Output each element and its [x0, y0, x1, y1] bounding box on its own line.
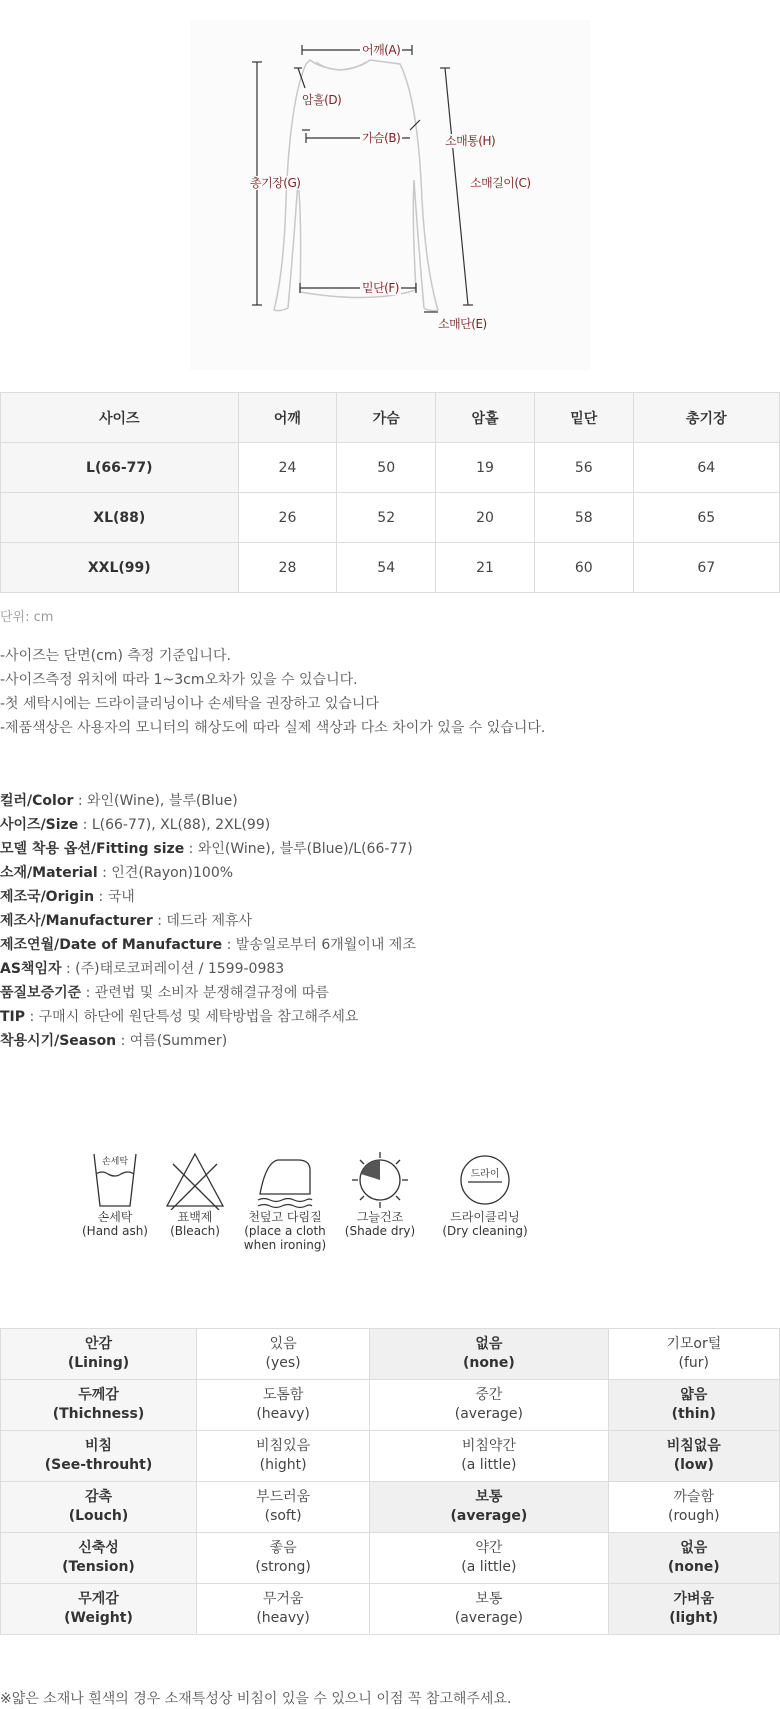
table-cell: 58 [534, 493, 633, 543]
dry-clean-icon-text: 드라이 [470, 1169, 500, 1180]
table-cell: 21 [436, 543, 535, 593]
hand-wash-icon [88, 1150, 142, 1210]
property-option-selected [608, 1584, 779, 1635]
table-cell: 56 [534, 443, 633, 493]
info-line [0, 885, 416, 909]
total-length-label: 총기장(G) [250, 176, 301, 190]
header-cell: 어깨 [238, 393, 337, 443]
hand-wash-icon-text: 손세탁 [101, 1157, 129, 1167]
info-line [0, 933, 416, 957]
property-option-line: (strong) [255, 1559, 311, 1575]
care-bleach [160, 1150, 230, 1238]
property-option-line: (a little) [461, 1457, 517, 1473]
dry-clean-icon [454, 1150, 516, 1210]
info-label: 소재/Material [0, 865, 98, 881]
note-line: -사이즈측정 위치에 따라 1~3cm오차가 있을 수 있습니다. [0, 672, 358, 688]
property-name-cell [1, 1329, 197, 1380]
info-value: : 인견(Rayon)100% [97, 865, 234, 881]
property-option-line: 중간 [475, 1387, 503, 1403]
property-name-line: 비침 [84, 1438, 113, 1454]
info-line [0, 1005, 416, 1029]
size-table-header [1, 393, 780, 443]
property-option-line: (heavy) [256, 1406, 310, 1422]
info-line [0, 1029, 416, 1053]
info-label: 모델 착용 옵션/Fitting size [0, 841, 185, 857]
size-name-cell: L(66-77) [1, 443, 239, 493]
property-name-line: 신축성 [78, 1540, 119, 1556]
measurement-diagram [190, 20, 590, 370]
property-option-line: 보통 [475, 1591, 503, 1607]
property-name-line: (See-throuht) [44, 1457, 153, 1473]
property-option-line: (thin) [671, 1406, 716, 1422]
property-option-line: 가벼움 [673, 1591, 715, 1607]
property-option-line: (none) [667, 1559, 720, 1575]
info-value: : 국내 [94, 889, 135, 905]
fabric-property-table [0, 1328, 780, 1635]
care-label-en: (Hand ash) [82, 1224, 148, 1238]
property-option-line: (yes) [265, 1355, 301, 1371]
property-row [1, 1584, 780, 1635]
unit-note: 단위: cm [0, 610, 54, 625]
sleeve-length-label: 소매길이(C) [470, 176, 531, 190]
armhole-label: 암홀(D) [302, 93, 342, 107]
product-info [0, 789, 416, 1053]
info-line [0, 789, 416, 813]
table-cell: 67 [633, 543, 779, 593]
property-option [197, 1482, 370, 1533]
shade-dry-icon [349, 1150, 411, 1210]
info-value: : 발송일로부터 6개월이내 제조 [222, 937, 416, 953]
property-option-line: 비침약간 [461, 1438, 516, 1454]
info-value: : 구매시 하단에 원단특성 및 세탁방법을 참고해주세요 [25, 1009, 359, 1025]
info-line [0, 837, 416, 861]
header-cell: 사이즈 [1, 393, 239, 443]
table-cell: 52 [337, 493, 436, 543]
property-option [197, 1431, 370, 1482]
property-name-line: (Lining) [67, 1355, 130, 1371]
info-label: AS책임자 [0, 961, 62, 977]
property-option-selected [370, 1329, 608, 1380]
care-label: 손세탁 [97, 1210, 133, 1224]
property-name-line: 무게감 [78, 1591, 119, 1607]
property-option-line: (heavy) [256, 1610, 310, 1626]
property-option-line: 비침있음 [256, 1438, 311, 1454]
property-option-line: (soft) [264, 1508, 302, 1524]
property-name-cell [1, 1584, 197, 1635]
footnote: ※얇은 소재나 흰색의 경우 소재특성상 비침이 있을 수 있으니 이점 꼭 참고해주세요. [0, 1691, 512, 1707]
property-option-line: (average) [454, 1610, 523, 1626]
care-label: 표백제 [177, 1210, 213, 1224]
note-line: -첫 세탁시에는 드라이클리닝이나 손세탁을 권장하고 있습니다 [0, 696, 379, 712]
property-option [197, 1533, 370, 1584]
table-cell: 28 [238, 543, 337, 593]
property-option [608, 1482, 779, 1533]
property-name-cell [1, 1482, 197, 1533]
property-option-selected [370, 1482, 608, 1533]
property-option-line: 비침없음 [666, 1438, 721, 1454]
care-label-en: (Bleach) [170, 1224, 220, 1238]
property-row [1, 1431, 780, 1482]
table-row [1, 543, 780, 593]
care-ironing [240, 1150, 330, 1252]
care-hand-wash [75, 1150, 155, 1238]
property-option-selected [608, 1533, 779, 1584]
info-label: 착용시기/Season [0, 1033, 117, 1049]
table-cell: 54 [337, 543, 436, 593]
info-value: : 와인(Wine), 블루(Blue) [73, 793, 238, 809]
property-option-line: (fur) [678, 1355, 710, 1371]
iron-with-cloth-icon [254, 1150, 316, 1210]
table-cell: 19 [436, 443, 535, 493]
property-option-line: 좋음 [269, 1540, 297, 1556]
property-name-line: (Weight) [64, 1610, 133, 1626]
care-label-en: (Shade dry) [344, 1224, 416, 1238]
hem-label: 밑단(F) [362, 281, 399, 295]
table-cell: 26 [238, 493, 337, 543]
care-dry-clean [440, 1150, 530, 1238]
header-cell: 총기장 [633, 393, 779, 443]
table-cell: 50 [337, 443, 436, 493]
info-label: 제조사/Manufacturer [0, 913, 153, 929]
info-line [0, 957, 416, 981]
info-line [0, 813, 416, 837]
property-name-line: 안감 [84, 1336, 113, 1352]
info-value: : (주)태로코퍼레이션 / 1599-0983 [61, 961, 285, 977]
property-row [1, 1380, 780, 1431]
property-option-line: 얇음 [680, 1387, 708, 1403]
property-option [197, 1329, 370, 1380]
size-name-cell: XXL(99) [1, 543, 239, 593]
property-option-line: 부드러움 [256, 1489, 311, 1505]
table-cell: 65 [633, 493, 779, 543]
sleeve-end-label: 소매단(E) [438, 317, 487, 331]
property-name-cell [1, 1380, 197, 1431]
property-name-line: (Tension) [62, 1559, 135, 1575]
info-value: : L(66-77), XL(88), 2XL(99) [78, 817, 271, 833]
property-option [197, 1584, 370, 1635]
care-label: 드라이클리닝 [450, 1210, 520, 1224]
info-value: : 여름(Summer) [116, 1033, 228, 1049]
care-label-en: (Dry cleaning) [442, 1224, 528, 1238]
info-label: 컬러/Color [0, 793, 74, 809]
property-option-line: (low) [673, 1457, 714, 1473]
property-option [370, 1533, 608, 1584]
property-option-line: 약간 [475, 1540, 503, 1556]
property-option-line: 없음 [680, 1540, 708, 1556]
property-option-line: (average) [450, 1508, 528, 1524]
care-label-en: when ironing) [243, 1238, 327, 1252]
table-cell: 64 [633, 443, 779, 493]
property-row [1, 1482, 780, 1533]
header-cell: 밑단 [534, 393, 633, 443]
shoulder-label: 어깨(A) [362, 43, 401, 57]
care-label: 천덮고 다림질 [248, 1210, 322, 1224]
property-name-cell [1, 1431, 197, 1482]
info-value: : 데드라 제휴사 [152, 913, 253, 929]
info-value: : 관련법 및 소비자 분쟁해결규정에 따름 [81, 985, 329, 1001]
property-option-line: (none) [462, 1355, 515, 1371]
info-line [0, 981, 416, 1005]
header-cell: 암홀 [436, 393, 535, 443]
header-cell: 가슴 [337, 393, 436, 443]
property-option-line: (light) [669, 1610, 719, 1626]
size-notes [0, 644, 545, 740]
size-name-cell: XL(88) [1, 493, 239, 543]
table-cell: 60 [534, 543, 633, 593]
property-option-line: (hight) [259, 1457, 307, 1473]
table-cell: 24 [238, 443, 337, 493]
property-option-line: 있음 [269, 1336, 297, 1352]
property-row [1, 1329, 780, 1380]
chest-label: 가슴(B) [362, 131, 401, 145]
sleeve-width-label: 소매통(H) [445, 134, 496, 148]
property-option-line: (average) [454, 1406, 523, 1422]
note-line: -사이즈는 단면(cm) 측정 기준입니다. [0, 648, 231, 664]
property-name-cell [1, 1533, 197, 1584]
info-label: 품질보증기준 [0, 985, 82, 1001]
property-option-line: 기모or털 [666, 1336, 722, 1352]
property-option [370, 1584, 608, 1635]
info-label: TIP [0, 1009, 26, 1025]
property-row [1, 1533, 780, 1584]
property-option-line: (a little) [461, 1559, 517, 1575]
care-shade-dry [340, 1150, 420, 1238]
care-label: 그늘건조 [356, 1210, 404, 1224]
property-option-line: 도톰함 [262, 1387, 304, 1403]
info-label: 사이즈/Size [0, 817, 79, 833]
property-name-line: 감촉 [84, 1489, 113, 1505]
property-option [608, 1329, 779, 1380]
garment-outline-illustration [190, 20, 590, 370]
property-option [197, 1380, 370, 1431]
property-option-line: 까슬함 [673, 1489, 715, 1505]
property-name-line: 두께감 [78, 1387, 119, 1403]
table-row [1, 443, 780, 493]
property-option-line: 없음 [475, 1336, 503, 1352]
property-option-selected [608, 1380, 779, 1431]
info-line [0, 861, 416, 885]
property-option-selected [608, 1431, 779, 1482]
info-label: 제조연월/Date of Manufacture [0, 937, 223, 953]
note-line: -제품색상은 사용자의 모니터의 해상도에 따라 실제 색상과 다소 차이가 있을 수 있습니다. [0, 720, 546, 736]
property-option [370, 1380, 608, 1431]
care-label-en: (place a cloth [244, 1224, 326, 1238]
property-option-line: (rough) [667, 1508, 720, 1524]
size-table [0, 392, 780, 593]
property-option-line: 보통 [475, 1489, 503, 1505]
property-option [370, 1431, 608, 1482]
table-row [1, 493, 780, 543]
table-cell: 20 [436, 493, 535, 543]
property-option-line: 무거움 [262, 1591, 304, 1607]
info-line [0, 909, 416, 933]
property-name-line: (Louch) [68, 1508, 129, 1524]
property-name-line: (Thichness) [52, 1406, 145, 1422]
info-label: 제조국/Origin [0, 889, 95, 905]
info-value: : 와인(Wine), 블루(Blue)/L(66-77) [184, 841, 413, 857]
no-bleach-icon [163, 1150, 227, 1210]
